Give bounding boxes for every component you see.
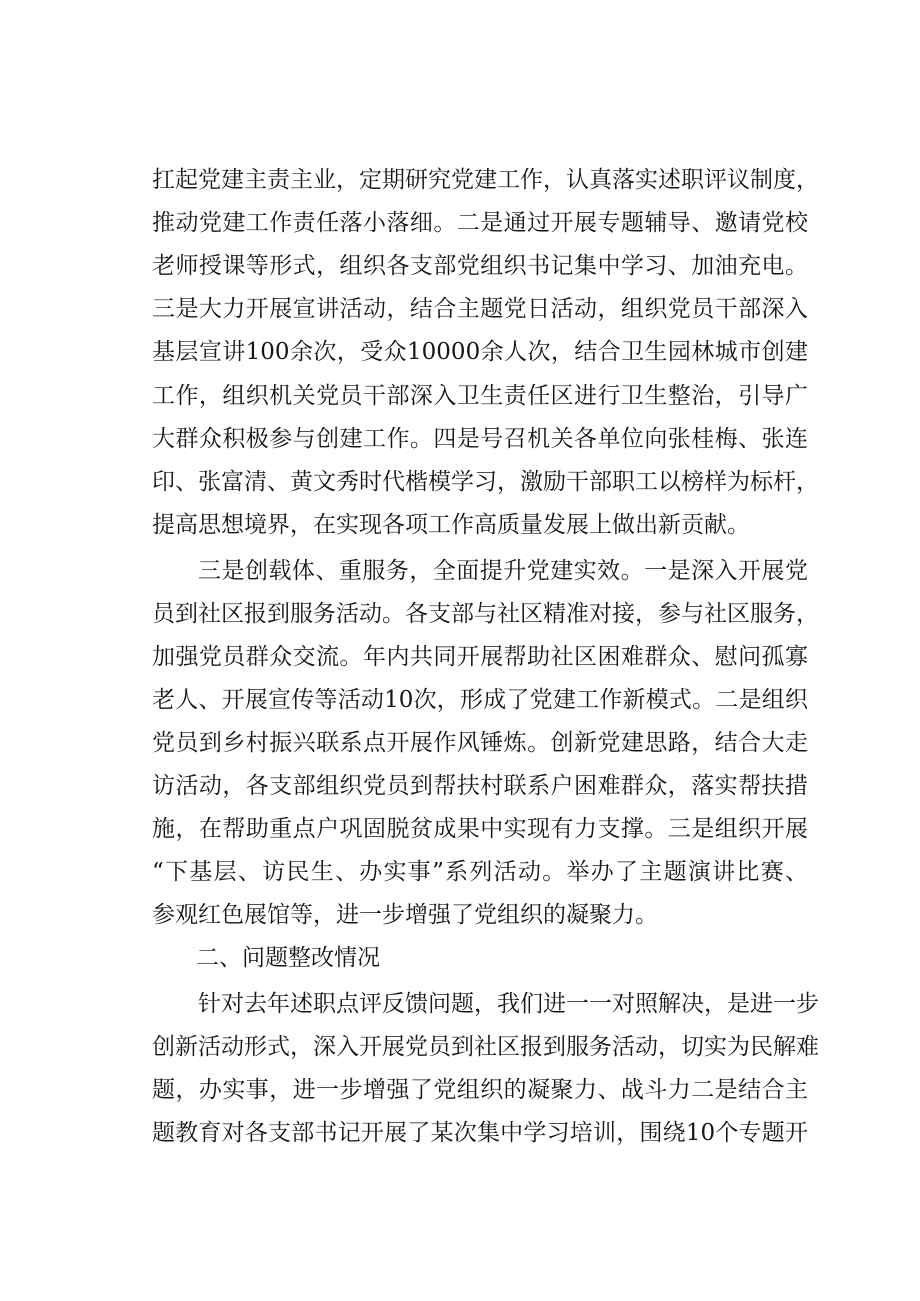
section-heading: 二、问题整改情况 (196, 945, 380, 971)
text-line: 党员到乡村振兴联系点开展作风锤炼。创新党建思路，结合大走 (152, 730, 808, 756)
text-line: 三是大力开展宣讲活动，结合主题党日活动，组织党员干部深入 (152, 296, 808, 322)
text-line: 员到社区报到服务活动。各支部与社区精准对接，参与社区服务， (152, 601, 819, 627)
text-line: 印、张富清、黄文秀时代楷模学习，激励干部职工以榜样为标杆， (152, 469, 819, 495)
text-line: 访活动，各支部组织党员到帮扶村联系户困难群众，落实帮扶措 (152, 773, 808, 799)
text-line: 基层宣讲100余次，受众10000余人次，结合卫生园林城市创建 (152, 339, 808, 365)
text-line: 施，在帮助重点户巩固脱贫成果中实现有力支撑。三是组织开展 (152, 816, 808, 842)
text-line: 推动党建工作责任落小落细。二是通过开展专题辅导、邀请党校 (152, 210, 808, 236)
text-line: “下基层、访民生、办实事”系列活动。举办了主题演讲比赛、 (152, 859, 808, 885)
text-line: 题教育对各支部书记开展了某次集中学习培训，围绕10个专题开 (152, 1120, 808, 1146)
text-line: 扛起党建主责主业，定期研究党建工作，认真落实述职评议制度， (152, 167, 819, 193)
text-line: 加强党员群众交流。年内共同开展帮助社区困难群众、慰问孤寡 (152, 644, 808, 670)
text-line: 三是创载体、重服务，全面提升党建实效。一是深入开展党 (198, 558, 808, 584)
text-line: 创新活动形式，深入开展党员到社区报到服务活动，切实为民解难 (152, 1034, 819, 1060)
text-line: 提高思想境界，在实现各项工作高质量发展上做出新贡献。 (152, 512, 750, 538)
text-line: 工作，组织机关党员干部深入卫生责任区进行卫生整治，引导广 (152, 383, 808, 409)
text-line: 参观红色展馆等，进一步增强了党组织的凝聚力。 (152, 902, 658, 928)
text-line: 针对去年述职点评反馈问题，我们进一一对照解决，是进一步 (198, 991, 819, 1017)
text-line: 老师授课等形式，组织各支部党组织书记集中学习、加油充电。 (152, 253, 808, 279)
text-line: 大群众积极参与创建工作。四是号召机关各单位向张桂梅、张连 (152, 426, 808, 452)
text-line: 老人、开展宣传等活动10次，形成了党建工作新模式。二是组织 (152, 687, 808, 713)
text-line: 题，办实事，进一步增强了党组织的凝聚力、战斗力二是结合主 (152, 1077, 808, 1103)
